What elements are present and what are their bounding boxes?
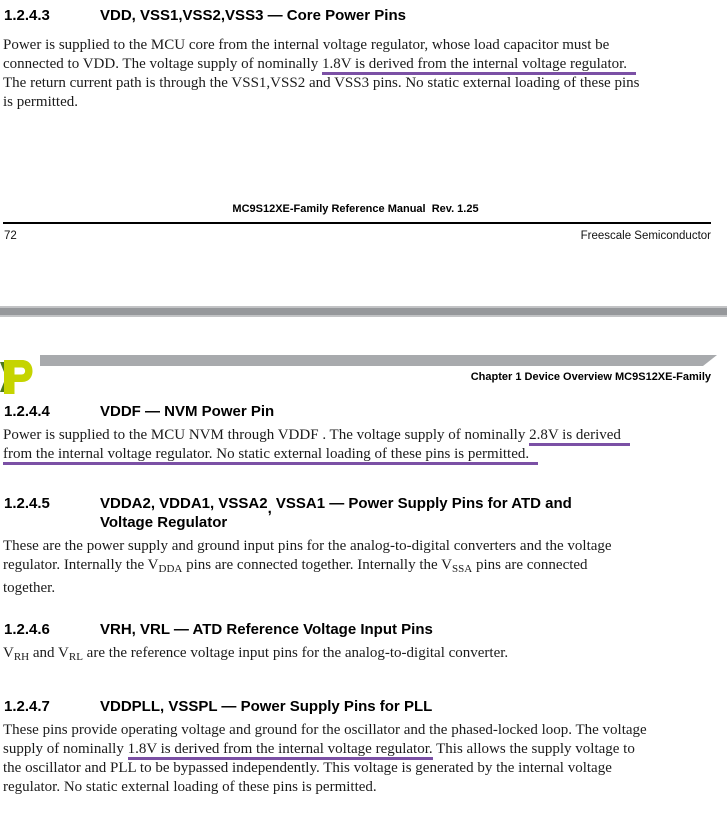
text-segment: VDDA2, VDDA1, VSSA2 <box>100 495 268 512</box>
section-title-line <box>100 697 432 716</box>
paragraph <box>3 426 727 464</box>
section-number: 1.2.4.3 <box>4 7 50 24</box>
section-heading <box>4 697 727 716</box>
section-title-line <box>100 494 572 517</box>
paragraph-line <box>3 740 727 759</box>
section <box>4 697 727 797</box>
section-title-line <box>100 402 274 421</box>
text-segment: connected to VDD. The voltage supply of nominally <box>3 56 322 72</box>
text-segment: Power is supplied to the MCU core from the internal voltage regulator, whose load capacitor must be <box>3 37 610 53</box>
paragraph <box>3 537 727 598</box>
paragraph-line <box>3 579 727 598</box>
footer-manual-title: MC9S12XE-Family Reference Manual Rev. 1.25 <box>232 203 479 215</box>
text-segment: These pins provide operating voltage and ground for the oscillator and the phased-locked loop. The voltage <box>3 722 647 738</box>
section-number: 1.2.4.4 <box>4 403 50 420</box>
paragraph-line <box>3 556 727 579</box>
section-title-line <box>100 620 433 639</box>
section-number: 1.2.4.7 <box>4 698 50 715</box>
text-segment: supply of nominally <box>3 741 128 757</box>
text-segment: These are the power supply and ground input pins for the analog-to-digital converters and the voltage <box>3 538 612 554</box>
paragraph-line <box>3 426 727 445</box>
section-title <box>100 697 432 716</box>
paragraph-line <box>3 36 639 55</box>
section-heading <box>4 6 406 25</box>
text-segment: VSSA1 — Power Supply Pins for ATD and <box>271 495 572 512</box>
paragraph-line <box>3 721 727 740</box>
section-title: VDD, VSS1,VSS2,VSS3 — Core Power Pins <box>100 7 406 24</box>
section-title <box>100 620 433 639</box>
paragraph <box>3 644 727 667</box>
text-segment: V <box>3 645 14 661</box>
freescale-logo-icon <box>0 360 33 394</box>
section-number: 1.2.4.5 <box>4 495 50 512</box>
footer-company: Freescale Semiconductor <box>580 230 711 242</box>
paragraph-line <box>3 74 639 93</box>
chapter-header-text: Chapter 1 Device Overview MC9S12XE-Family <box>470 371 711 383</box>
text-segment: DDA <box>158 563 183 575</box>
text-segment: Power is supplied to the MCU NVM through VDDF . The voltage supply of nominally <box>3 427 530 443</box>
text-segment: 1.8V is derived from the internal voltage regulator. <box>322 56 636 75</box>
paragraph-line <box>3 445 727 464</box>
text-segment: VDDF — NVM Power Pin <box>100 403 275 420</box>
text-segment: Voltage Regulator <box>100 514 228 531</box>
text-segment: 2.8V is derived <box>529 427 630 446</box>
footer-rule <box>3 222 711 224</box>
section-heading <box>4 402 727 421</box>
text-segment: from the internal voltage regulator. No static external loading of these pins is permitted. <box>3 446 538 465</box>
text-segment: 1.8V is derived from the internal voltage regulator. <box>128 741 433 760</box>
section <box>4 620 727 667</box>
paragraph-line <box>3 778 727 797</box>
section-heading <box>4 494 727 532</box>
page-separator-bar <box>0 306 727 317</box>
text-segment: are the reference voltage input pins for the analog-to-digital converter. <box>82 645 509 661</box>
text-segment: regulator. No static external loading of these pins is permitted. <box>3 779 377 795</box>
text-segment: RL <box>68 651 83 663</box>
text-segment: VDDPLL, VSSPL — Power Supply Pins for PLL <box>100 698 433 715</box>
footer-page-number: 72 <box>4 230 17 242</box>
text-segment: pins are connected <box>472 557 588 573</box>
text-segment: and V <box>29 645 69 661</box>
paragraph <box>3 36 639 112</box>
text-segment: regulator. Internally the V <box>3 557 159 573</box>
text-segment: together. <box>3 580 56 596</box>
paragraph-line <box>3 93 639 112</box>
text-segment: pins are connected together. Internally the V <box>182 557 452 573</box>
text-segment: SSA <box>452 563 473 575</box>
text-segment: VRH, VRL — ATD Reference Voltage Input Pins <box>100 621 433 638</box>
text-segment: This allows the supply voltage to <box>432 741 635 757</box>
section-title-line <box>100 513 572 532</box>
text-segment: the oscillator and PLL to be bypassed independently. This voltage is generated by the internal voltage <box>3 760 612 776</box>
section <box>4 494 727 598</box>
header-bar <box>40 355 717 366</box>
section-heading <box>4 620 727 639</box>
section-title <box>100 402 274 421</box>
paragraph-line <box>3 55 639 74</box>
text-segment: RH <box>13 651 30 663</box>
section <box>4 402 727 464</box>
paragraph-line <box>3 644 727 667</box>
section-number: 1.2.4.6 <box>4 621 50 638</box>
paragraph-line <box>3 759 727 778</box>
text-segment: The return current path is through the VSS1,VSS2 and VSS3 pins. No static external loading of these pins <box>3 75 640 91</box>
section-title <box>100 494 572 532</box>
paragraph-line <box>3 537 727 556</box>
text-segment: , <box>267 500 272 517</box>
paragraph <box>3 721 727 797</box>
text-segment: is permitted. <box>3 94 78 110</box>
